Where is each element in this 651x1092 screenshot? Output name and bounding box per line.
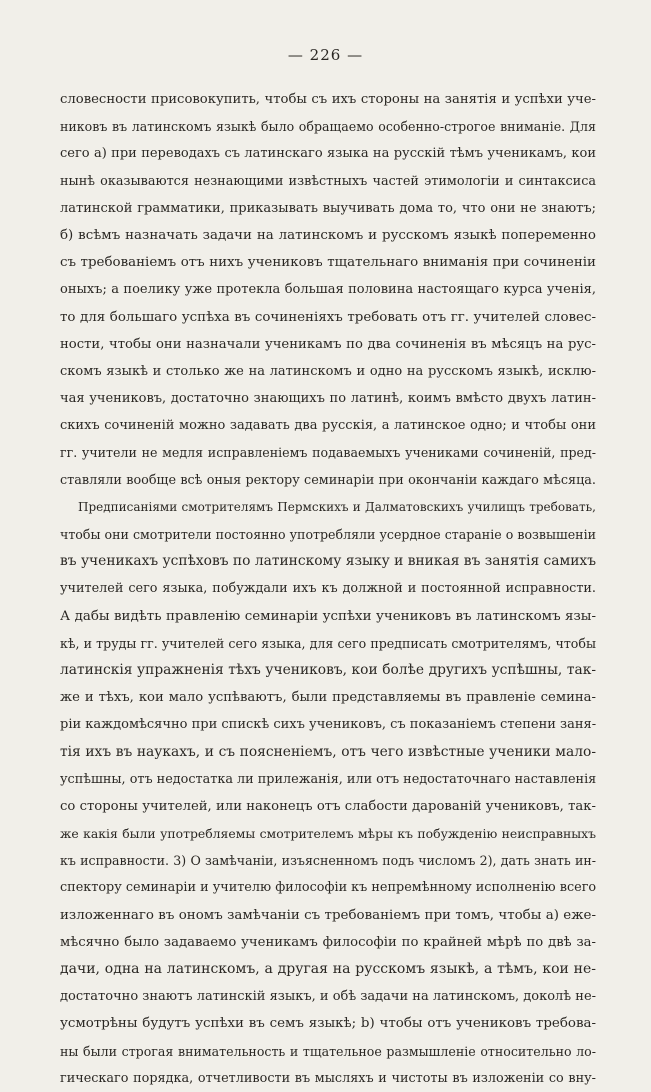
text-line: то для большаго успѣха въ сочиненіяхъ требовать отъ гг. учителей словес- [60, 309, 596, 325]
text-line: ставляли вообще всѣ оныя ректору семинаріи при окончаніи каждаго мѣсяца. [60, 472, 596, 488]
text-line: мѣсячно было задаваемо ученикамъ философіи по крайней мѣрѣ по двѣ за- [60, 934, 596, 950]
text-line: сего а) при переводахъ съ латинскаго языка на русскій тѣмъ ученикамъ, кои [60, 146, 596, 162]
text-line: со стороны учителей, или наконецъ отъ слабости дарованій учениковъ, так- [60, 798, 596, 814]
text-line: скихъ сочиненій можно задавать два русскія, а латинское одно; и чтобы они [60, 418, 596, 434]
text-line: латинской грамматики, приказывать выучивать дома то, что они не знаютъ; [60, 200, 596, 216]
text-line: спектору семинаріи и учителю философіи къ непремѣнному исполненію всего [60, 880, 596, 896]
text-line: латинскія упражненія тѣхъ учениковъ, кои болѣе другихъ успѣшны, так- [60, 661, 596, 678]
text-line: чая учениковъ, достаточно знающихъ по латинѣ, коимъ вмѣсто двухъ латин- [60, 391, 596, 407]
text-line: въ ученикахъ успѣховъ по латинскому языку и вникая въ занятія самихъ [60, 553, 596, 570]
text-line: ріи каждомѣсячно при спискѣ сихъ учениковъ, съ показаніемъ степени заня- [60, 717, 596, 733]
text-line: ны были строгая внимательность и тщательное размышленіе относительно ло- [60, 1043, 596, 1059]
text-line: успѣшны, отъ недостатка ли прилежанія, или отъ недостаточнаго наставленія [60, 771, 596, 787]
text-line: изложеннаго въ ономъ замѣчаніи съ требованіемъ при томъ, чтобы а) еже- [60, 907, 596, 923]
text-line: же какія были употребляемы смотрителемъ мѣры къ побужденію неисправныхъ [60, 826, 596, 842]
text-line: словесности присовокупить, чтобы съ ихъ стороны на занятія и успѣхи уче- [60, 92, 596, 107]
text-line: ности, чтобы они назначали ученикамъ по два сочиненія въ мѣсяцъ на рус- [60, 336, 596, 352]
text-line: скомъ языкѣ и столько же на латинскомъ и одно на русскомъ языкѣ, исклю- [60, 363, 596, 379]
text-line: къ исправности. 3) О замѣчаніи, изъясненномъ подъ числомъ 2), дать знать ин- [60, 853, 596, 869]
text-line: достаточно знаютъ латинскій языкъ, и обѣ задачи на латинскомъ, доколѣ не- [60, 989, 596, 1005]
text-line: дачи, одна на латинскомъ, а другая на русскомъ языкѣ, а тѣмъ, кои не- [60, 961, 596, 977]
text-line: оныхъ; а поелику уже протекла большая половина настоящаго курса ученія, [60, 282, 596, 298]
body-text [60, 86, 596, 1092]
text-line: Предписаніями смотрителямъ Пермскихъ и Далматовскихъ училищъ требовать, [78, 499, 596, 514]
text-line: гг. учители не медля исправленіемъ подаваемыхъ учениками сочиненій, пред- [60, 445, 596, 461]
text-line: б) всѣмъ назначать задачи на латинскомъ и русскомъ языкѣ попеременно [60, 227, 596, 243]
text-line: нынѣ оказываются незнающими извѣстныхъ частей этимологіи и синтаксиса [60, 173, 596, 189]
text-line: же и тѣхъ, кои мало успѣваютъ, были представляемы въ правленіе семина- [60, 690, 596, 706]
text-line: гическаго порядка, отчетливости въ мысляхъ и чистоты въ изложеніи со вну- [60, 1070, 596, 1086]
text-line: кѣ, и труды гг. учителей сего языка, для сего предписать смотрителямъ, чтобы [60, 635, 596, 651]
text-line: никовъ въ латинскомъ языкѣ было обращаемо особенно-строгое вниманіе. Для [60, 119, 596, 135]
text-line: усмотрѣны будутъ успѣхи въ семъ языкѣ; b) чтобы отъ учениковъ требова- [60, 1016, 596, 1032]
text-line: тія ихъ въ наукахъ, и съ поясненіемъ, отъ чего извѣстные ученики мало- [60, 743, 596, 760]
text-line: А дабы видѣть правленію семинаріи успѣхи учениковъ въ латинскомъ язы- [60, 608, 596, 624]
text-line: съ требованіемъ отъ нихъ учениковъ тщательнаго вниманія при сочиненіи [60, 255, 596, 271]
text-line: чтобы они смотрители постоянно употребляли усердное стараніе о возвышеніи [60, 527, 596, 542]
page-number: — 226 — [287, 46, 364, 64]
text-line: учителей сего языка, побуждали ихъ къ должной и постоянной исправности. [60, 581, 596, 597]
